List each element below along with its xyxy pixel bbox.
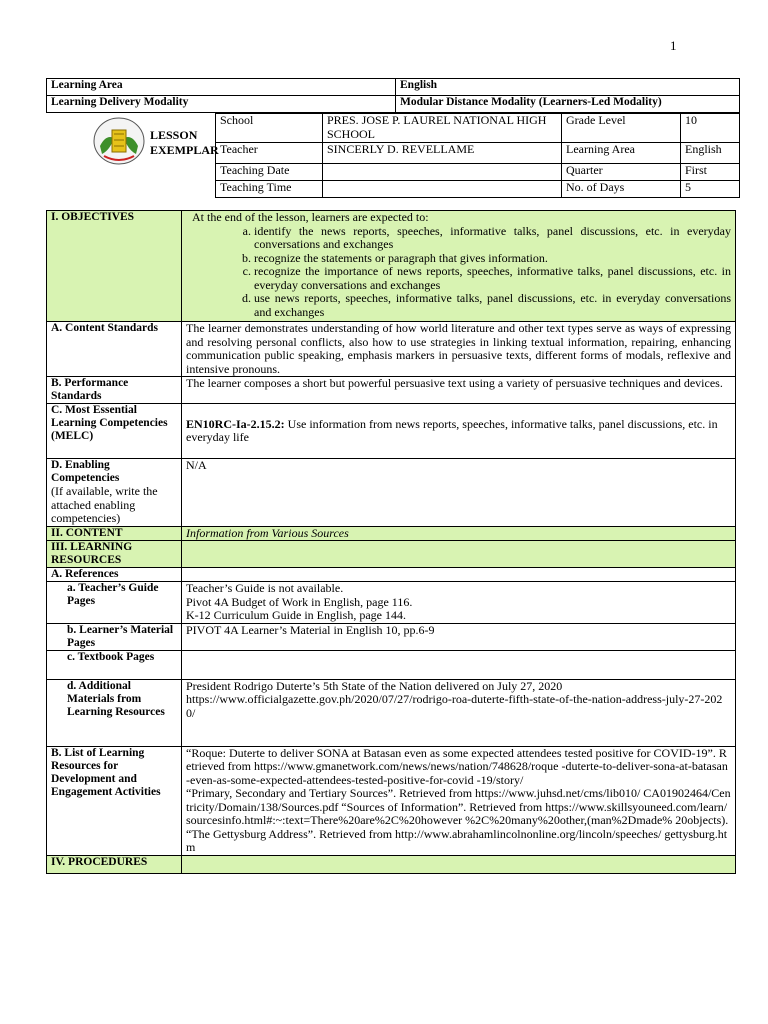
- objectives-cell: [182, 211, 736, 322]
- learners-material-label: b. Learner’s Material Pages: [47, 623, 182, 650]
- header-table: [46, 78, 740, 113]
- content-value: Information from Various Sources: [182, 526, 736, 541]
- learning-resources-label: III. LEARNING RESOURCES: [47, 541, 182, 568]
- objective-item: d. use news reports, speeches, informative talks, panel discussions, etc. in everyday conversations and exchanges: [254, 292, 731, 319]
- grade-level-label: Grade Level: [562, 114, 681, 143]
- objectives-list: [186, 225, 731, 320]
- learning-area-value: English: [396, 79, 740, 96]
- melc-cell: [182, 404, 736, 459]
- enabling-cell: [47, 459, 182, 527]
- resource-list-cell: [182, 746, 736, 855]
- teaching-time-label: Teaching Time: [216, 181, 323, 198]
- info-table: [215, 113, 740, 198]
- procedures-value: [182, 855, 736, 873]
- lesson-title-line1: LESSON: [150, 128, 198, 142]
- school-logo: [92, 116, 146, 166]
- performance-standards-text: The learner composes a short but powerful persuasive text using a variety of persuasive techniques and devices.: [182, 377, 736, 404]
- lesson-exemplar-title: [150, 128, 219, 158]
- references-label: A. References: [47, 568, 182, 582]
- objective-item: a. identify the news reports, speeches, informative talks, panel discussions, etc. in everyday conversations and exchanges: [254, 225, 731, 252]
- teaching-time-value: [323, 181, 562, 198]
- lesson-title-line2: EXEMPLAR: [150, 143, 219, 157]
- delivery-modality-label: Learning Delivery Modality: [47, 96, 396, 113]
- content-label: II. CONTENT: [47, 526, 182, 541]
- content-standards-text: The learner demonstrates understanding of how world literature and other text types serve as ways of expressing and resolving personal conflicts, also how to use strategies in linking textual information, repairing, enhancing communication public speaking, emphasis markers in persuasive texts, different forms of modals, reflexive and intensive pronouns.: [182, 322, 736, 377]
- teacher-label: Teacher: [216, 143, 323, 164]
- melc-label: C. Most Essential Learning Competencies (MELC): [47, 404, 182, 459]
- objectives-label: I. OBJECTIVES: [47, 211, 182, 322]
- melc-code: EN10RC-Ia-2.15.2:: [186, 416, 285, 431]
- delivery-modality-value: Modular Distance Modality (Learners-Led Modality): [396, 96, 740, 113]
- learning-area-value-2: English: [681, 143, 740, 164]
- resource-list-label: B. List of Learning Resources for Development and Engagement Activities: [47, 746, 182, 855]
- resource-list-item: “Roque: Duterte to deliver SONA at Batasan even as some expected attendees tested positive for COVID-19”. Retrieved from https://www.gmanetwork.com/news/news/nation/748628/roque -duterte-to-deliver-sona-at-batasan-even-as-some-expected-attendees-tested-positive-for-covid -19/story/: [186, 745, 728, 787]
- learners-material-value: PIVOT 4A Learner’s Material in English 10, pp.6-9: [182, 623, 736, 650]
- procedures-label: IV. PROCEDURES: [47, 855, 182, 873]
- resource-list-item: “Primary, Secondary and Tertiary Sources”. Retrieved from https://www.juhsd.net/cms/lib010/ CA01902464/Centricity/Domain/138/Sources.pdf “Sources of Information”. Retrieved from https://www.skillsyouneed.com/learn/sourcesinfo.html#:~:text=There%20are%2C%20however %2C%20many%20other,(man%2Dmade% 20objects).: [186, 786, 731, 827]
- resource-list-item: “The Gettysburg Address”. Retrieved from http://www.abrahamlincolnonline.org/lincoln/speeches/ gettysburg.htm: [186, 826, 728, 854]
- additional-material-line: President Rodrigo Duterte’s 5th State of the Nation delivered on July 27, 2020: [186, 678, 563, 693]
- quarter-label: Quarter: [562, 164, 681, 181]
- page-number: 1: [670, 38, 677, 53]
- teachers-guide-cell: [182, 582, 736, 624]
- objective-item: b. recognize the statements or paragraph that gives information.: [254, 252, 731, 266]
- enabling-value: N/A: [182, 459, 736, 527]
- learning-area-label-2: Learning Area: [562, 143, 681, 164]
- textbook-label: c. Textbook Pages: [47, 650, 182, 679]
- grade-level-value: 10: [681, 114, 740, 143]
- learning-area-label: Learning Area: [47, 79, 396, 96]
- additional-materials-cell: [182, 679, 736, 746]
- performance-standards-label: B. Performance Standards: [47, 377, 182, 404]
- lesson-plan-table: [46, 210, 736, 874]
- days-label: No. of Days: [562, 181, 681, 198]
- enabling-label: D. Enabling Competencies: [51, 459, 120, 484]
- teachers-guide-line: Pivot 4A Budget of Work in English, page 116.: [186, 594, 413, 609]
- school-label: School: [216, 114, 323, 143]
- teaching-date-label: Teaching Date: [216, 164, 323, 181]
- additional-materials-label: d. Additional Materials from Learning Resources: [47, 679, 182, 746]
- learning-resources-value: [182, 541, 736, 568]
- teacher-value: SINCERLY D. REVELLAME: [323, 143, 562, 164]
- additional-material-url: https://www.officialgazette.gov.ph/2020/07/27/rodrigo-roa-duterte-fifth-state-of-the-nation-address-july-27-2020/: [186, 692, 723, 720]
- quarter-value: First: [681, 164, 740, 181]
- teaching-date-value: [323, 164, 562, 181]
- teachers-guide-label: a. Teacher’s Guide Pages: [47, 582, 182, 624]
- enabling-note: (If available, write the attached enabling competencies): [51, 484, 158, 525]
- textbook-value: [182, 650, 736, 679]
- teachers-guide-line: Teacher’s Guide is not available.: [186, 581, 344, 595]
- references-value: [182, 568, 736, 582]
- objectives-intro: At the end of the lesson, learners are expected to:: [192, 210, 429, 224]
- content-standards-label: A. Content Standards: [47, 322, 182, 377]
- teachers-guide-line: K-12 Curriculum Guide in English, page 144.: [186, 608, 406, 622]
- objective-item: c. recognize the importance of news reports, speeches, informative talks, panel discussions, etc. in everyday conversations and exchanges: [254, 265, 731, 292]
- melc-text: Use information from news reports, speeches, informative talks, panel discussions, etc. in everyday life: [186, 416, 718, 444]
- school-value: PRES. JOSE P. LAUREL NATIONAL HIGH SCHOOL: [323, 114, 562, 143]
- days-value: 5: [681, 181, 740, 198]
